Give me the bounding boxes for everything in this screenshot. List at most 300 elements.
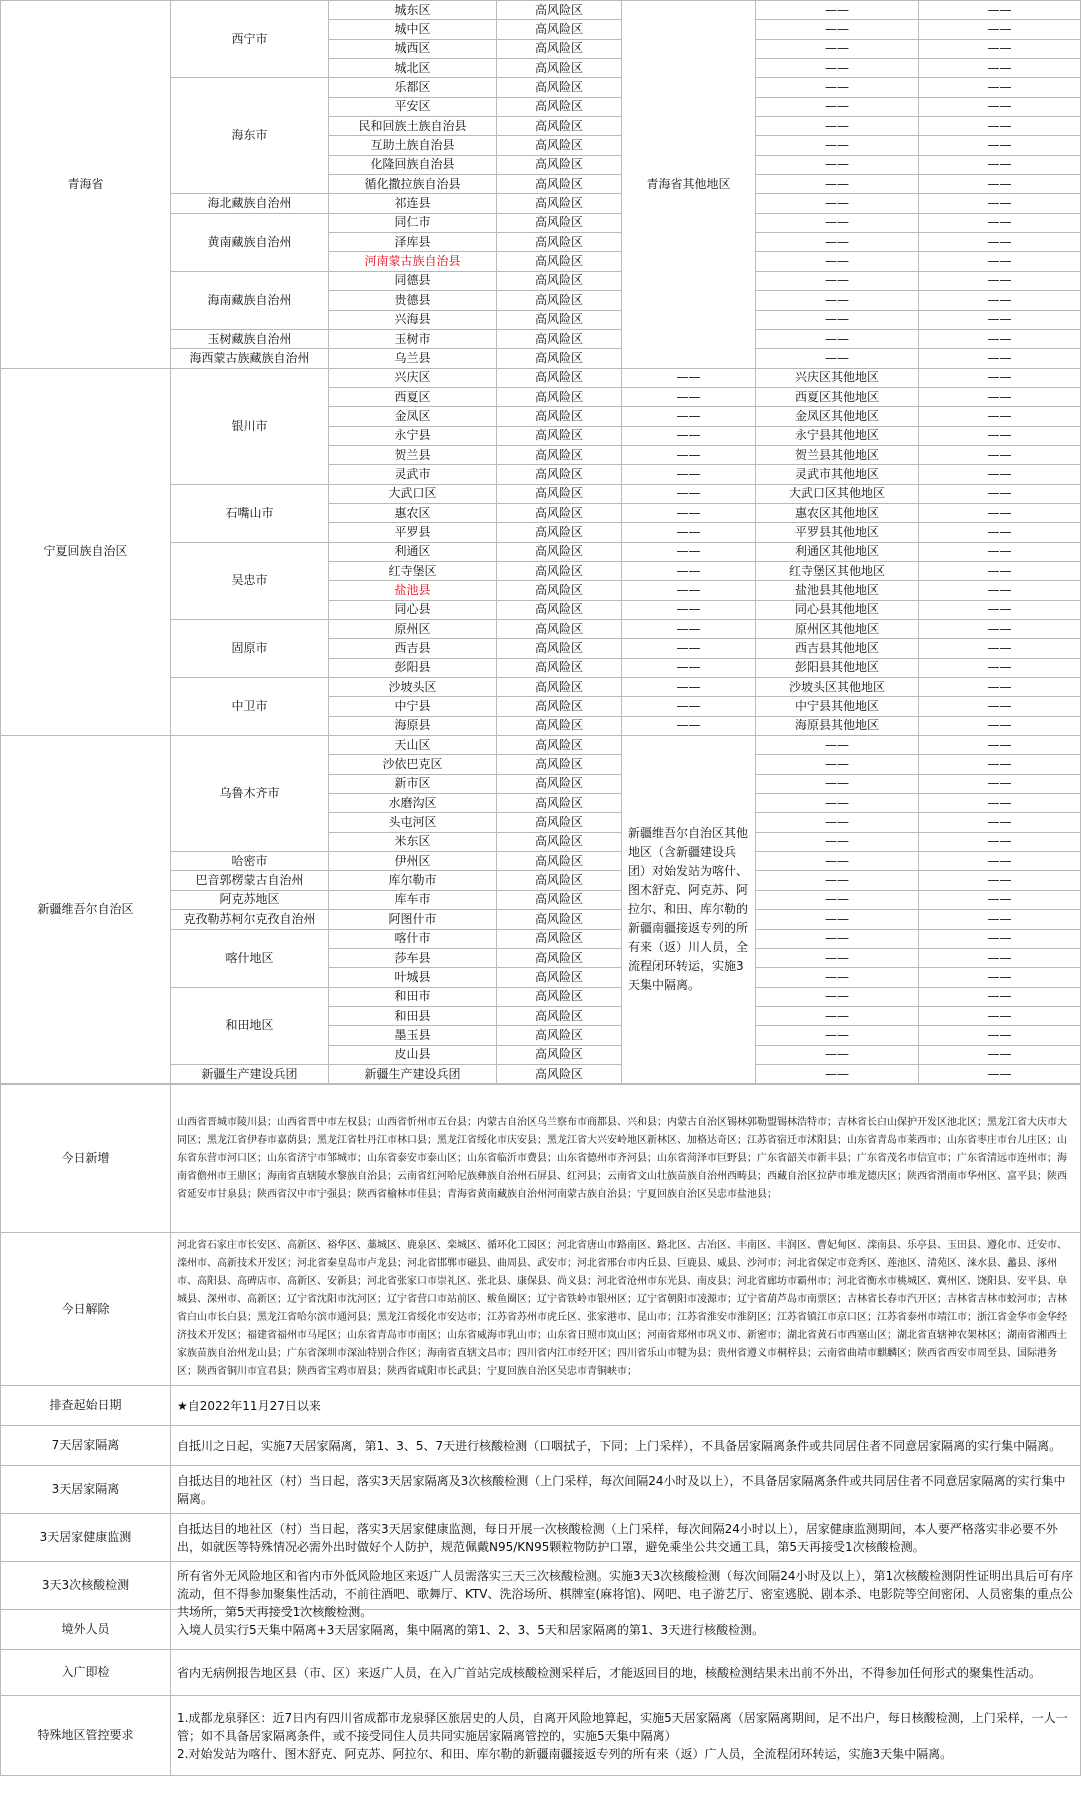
city-cell: 海北藏族自治州 (171, 194, 329, 213)
dash-cell: —— (756, 968, 919, 987)
dash-cell: —— (622, 600, 756, 619)
district-cell: 金凤区 (329, 407, 497, 426)
dash-cell: —— (919, 59, 1081, 78)
district-cell: 同德县 (329, 271, 497, 290)
dash-cell: —— (919, 736, 1081, 755)
dash-cell: —— (622, 407, 756, 426)
dash-cell: —— (919, 620, 1081, 639)
district-cell: 新市区 (329, 774, 497, 793)
dash-cell: —— (919, 600, 1081, 619)
policy-text: ★自2022年11月27日以来 (171, 1386, 1081, 1426)
dash-cell: —— (919, 561, 1081, 580)
risk-level-cell: 高风险区 (497, 523, 622, 542)
risk-level-cell: 高风险区 (497, 948, 622, 967)
dash-cell: —— (919, 329, 1081, 348)
dash-cell: —— (919, 813, 1081, 832)
risk-level-cell: 高风险区 (497, 774, 622, 793)
district-cell: 化隆回族自治县 (329, 155, 497, 174)
district-cell: 库尔勒市 (329, 871, 497, 890)
risk-level-cell: 高风险区 (497, 1064, 622, 1083)
district-cell: 平安区 (329, 97, 497, 116)
district-cell: 西夏区 (329, 387, 497, 406)
district-cell: 和田市 (329, 987, 497, 1006)
dash-cell: —— (919, 252, 1081, 271)
district-cell: 城西区 (329, 39, 497, 58)
other-area-cell: 利通区其他地区 (756, 542, 919, 561)
dash-cell: —— (622, 561, 756, 580)
policy-label: 入广即检 (1, 1650, 171, 1696)
district-cell: 海原县 (329, 716, 497, 735)
other-area-cell: 大武口区其他地区 (756, 484, 919, 503)
district-cell: 永宁县 (329, 426, 497, 445)
dash-cell: —— (756, 155, 919, 174)
risk-level-cell: 高风险区 (497, 968, 622, 987)
city-cell: 哈密市 (171, 852, 329, 871)
dash-cell: —— (756, 813, 919, 832)
dash-cell: —— (919, 1026, 1081, 1045)
dash-cell: —— (756, 233, 919, 252)
risk-level-cell: 高风险区 (497, 736, 622, 755)
policy-label: 特殊地区管控要求 (1, 1696, 171, 1776)
other-area-cell: 盐池县其他地区 (756, 581, 919, 600)
policy-text-clip: 所有省外无风险地区和省内市外低风险地区来返广人员需落实三天三次核酸检测。实施3天3次核酸检测（每次间隔24小时及以上），第1次核酸检测阴性证明出具后可有序流动，但不得参加聚集性活动，不前往酒吧、歌舞厅、KTV、洗浴场所、棋牌室(麻将馆)、网吧、电子游艺厅、密室逃脱、剧本杀、电影院等空间密闭、人员密集的重点公共场所，第5天再接受1次核酸检测。 (177, 1568, 1074, 1619)
dash-cell: —— (919, 852, 1081, 871)
risk-level-cell: 高风险区 (497, 310, 622, 329)
other-area-cell: 金凤区其他地区 (756, 407, 919, 426)
dash-cell: —— (756, 213, 919, 232)
risk-level-cell: 高风险区 (497, 755, 622, 774)
risk-level-cell: 高风险区 (497, 39, 622, 58)
dash-cell: —— (919, 1, 1081, 20)
dash-cell: —— (919, 755, 1081, 774)
other-area-cell: 彭阳县其他地区 (756, 658, 919, 677)
dash-cell: —— (756, 929, 919, 948)
policy-table (0, 1084, 1081, 1776)
dash-cell: —— (756, 774, 919, 793)
city-cell: 喀什地区 (171, 929, 329, 987)
dash-cell: —— (919, 1064, 1081, 1083)
risk-level-cell: 高风险区 (497, 658, 622, 677)
dash-cell: —— (756, 1045, 919, 1064)
risk-level-cell: 高风险区 (497, 271, 622, 290)
risk-level-cell: 高风险区 (497, 78, 622, 97)
risk-level-cell: 高风险区 (497, 349, 622, 368)
dash-cell: —— (919, 658, 1081, 677)
today-new-row (1, 1085, 1081, 1233)
dash-cell: —— (756, 194, 919, 213)
policy-row (1, 1426, 1081, 1466)
table-row (1, 1, 1081, 20)
district-cell: 西吉县 (329, 639, 497, 658)
other-area-cell: 中宁县其他地区 (756, 697, 919, 716)
other-area-cell: 西吉县其他地区 (756, 639, 919, 658)
other-area-cell: 原州区其他地区 (756, 620, 919, 639)
dash-cell: —— (756, 252, 919, 271)
dash-cell: —— (622, 426, 756, 445)
district-cell: 天山区 (329, 736, 497, 755)
dash-cell: —— (919, 97, 1081, 116)
other-area-merged-cell: 青海省其他地区 (622, 1, 756, 369)
district-cell: 盐池县 (329, 581, 497, 600)
dash-cell: —— (756, 1026, 919, 1045)
district-cell: 大武口区 (329, 484, 497, 503)
city-cell: 固原市 (171, 620, 329, 678)
dash-cell: —— (919, 117, 1081, 136)
dash-cell: —— (622, 445, 756, 464)
dash-cell: —— (919, 716, 1081, 735)
dash-cell: —— (622, 503, 756, 522)
dash-cell: —— (919, 774, 1081, 793)
dash-cell: —— (756, 117, 919, 136)
dash-cell: —— (622, 484, 756, 503)
dash-cell: —— (622, 523, 756, 542)
district-cell: 叶城县 (329, 968, 497, 987)
policy-row (1, 1562, 1081, 1610)
dash-cell: —— (919, 155, 1081, 174)
dash-cell: —— (756, 1006, 919, 1025)
district-cell: 墨玉县 (329, 1026, 497, 1045)
risk-level-cell: 高风险区 (497, 1, 622, 20)
policy-row (1, 1466, 1081, 1514)
district-cell: 沙依巴克区 (329, 755, 497, 774)
risk-level-cell: 高风险区 (497, 291, 622, 310)
risk-level-cell: 高风险区 (497, 213, 622, 232)
city-cell: 新疆生产建设兵团 (171, 1064, 329, 1083)
dash-cell: —— (756, 948, 919, 967)
city-cell: 阿克苏地区 (171, 890, 329, 909)
today-new-text: 山西省晋城市陵川县；山西省晋中市左权县；山西省忻州市五台县；内蒙古自治区乌兰察布市商都县、兴和县；内蒙古自治区锡林郭勒盟锡林浩特市；吉林省长白山保护开发区池北区；黑龙江省大庆市大同区；黑龙江省伊春市嘉荫县；黑龙江省牡丹江市林口县；黑龙江省绥化市庆安县；黑龙江省大兴安岭地区新林区、加格达奇区；江苏省宿迁市沭阳县；山东省青岛市莱西市；山东省枣庄市台儿庄区；山东省东营市河口区；山东省济宁市邹城市；山东省泰安市泰山区；山东省临沂市费县；山东省德州市齐河县；山东省菏泽市巨野县；广东省韶关市新丰县；广东省茂名市信宜市；广东省清远市连州市；海南省儋州市王鼎区；海南省直辖陵水黎族自治县；云南省红河哈尼族彝族自治州石屏县、红河县；云南省文山壮族苗族自治州西畴县；西藏自治区拉萨市堆龙德庆区；陕西省渭南市华州区、富平县；陕西省延安市甘泉县；陕西省汉中市宁强县；陕西省榆林市佳县；青海省黄南藏族自治州河南蒙古族自治县；宁夏回族自治区吴忠市盐池县； (171, 1085, 1081, 1233)
today-lift-row (1, 1233, 1081, 1386)
dash-cell: —— (756, 910, 919, 929)
dash-cell: —— (756, 1064, 919, 1083)
dash-cell: —— (919, 678, 1081, 697)
city-cell: 和田地区 (171, 987, 329, 1064)
district-cell: 乐都区 (329, 78, 497, 97)
district-cell: 乌兰县 (329, 349, 497, 368)
dash-cell: —— (919, 445, 1081, 464)
today-new-label: 今日新增 (1, 1085, 171, 1233)
risk-level-cell: 高风险区 (497, 117, 622, 136)
district-cell: 同仁市 (329, 213, 497, 232)
dash-cell: —— (756, 59, 919, 78)
district-cell: 兴海县 (329, 310, 497, 329)
policy-label: 排查起始日期 (1, 1386, 171, 1426)
dash-cell: —— (919, 291, 1081, 310)
dash-cell: —— (756, 349, 919, 368)
dash-cell: —— (919, 213, 1081, 232)
risk-level-cell: 高风险区 (497, 852, 622, 871)
district-cell: 民和回族土族自治县 (329, 117, 497, 136)
dash-cell: —— (756, 97, 919, 116)
province-cell: 宁夏回族自治区 (1, 368, 171, 736)
district-cell: 沙坡头区 (329, 678, 497, 697)
district-cell: 灵武市 (329, 465, 497, 484)
risk-level-cell: 高风险区 (497, 697, 622, 716)
risk-level-cell: 高风险区 (497, 407, 622, 426)
province-cell: 新疆维吾尔自治区 (1, 736, 171, 1084)
district-cell: 河南蒙古族自治县 (329, 252, 497, 271)
district-cell: 循化撒拉族自治县 (329, 175, 497, 194)
risk-level-cell: 高风险区 (497, 445, 622, 464)
risk-level-cell: 高风险区 (497, 1045, 622, 1064)
district-cell: 同心县 (329, 600, 497, 619)
dash-cell: —— (622, 697, 756, 716)
district-cell: 阿图什市 (329, 910, 497, 929)
risk-level-cell: 高风险区 (497, 59, 622, 78)
risk-level-cell: 高风险区 (497, 813, 622, 832)
dash-cell: —— (919, 968, 1081, 987)
risk-level-cell: 高风险区 (497, 503, 622, 522)
city-cell: 海南藏族自治州 (171, 271, 329, 329)
dash-cell: —— (919, 1006, 1081, 1025)
dash-cell: —— (919, 407, 1081, 426)
risk-level-cell: 高风险区 (497, 465, 622, 484)
dash-cell: —— (919, 523, 1081, 542)
risk-level-cell: 高风险区 (497, 233, 622, 252)
policy-row (1, 1610, 1081, 1650)
city-cell: 海西蒙古族藏族自治州 (171, 349, 329, 368)
district-cell: 头屯河区 (329, 813, 497, 832)
dash-cell: —— (919, 890, 1081, 909)
risk-level-cell: 高风险区 (497, 426, 622, 445)
district-cell: 和田县 (329, 1006, 497, 1025)
district-cell: 平罗县 (329, 523, 497, 542)
policy-row (1, 1696, 1081, 1776)
dash-cell: —— (919, 465, 1081, 484)
district-cell: 泽库县 (329, 233, 497, 252)
policy-text: 省内无病例报告地区县（市、区）来返广人员，在入广首站完成核酸检测采样后，才能返回目的地，核酸检测结果未出前不外出，不得参加任何形式的聚集性活动。 (171, 1650, 1081, 1696)
district-cell: 喀什市 (329, 929, 497, 948)
city-cell: 石嘴山市 (171, 484, 329, 542)
policy-text-line: 2.对始发站为喀什、图木舒克、阿克苏、阿拉尔、和田、库尔勒的新疆南疆接返专列的所有来（返）广人员，全流程闭环转运，实施3天集中隔离。 (177, 1746, 953, 1761)
district-cell: 城中区 (329, 20, 497, 39)
district-cell: 莎车县 (329, 948, 497, 967)
city-cell: 中卫市 (171, 678, 329, 736)
policy-text: 入境人员实行5天集中隔离+3天居家隔离，集中隔离的第1、2、3、5天和居家隔离的第1、3天进行核酸检测。 (171, 1610, 1081, 1650)
risk-level-cell: 高风险区 (497, 832, 622, 851)
dash-cell: —— (756, 852, 919, 871)
dash-cell: —— (622, 639, 756, 658)
other-area-cell: 同心县其他地区 (756, 600, 919, 619)
risk-level-cell: 高风险区 (497, 871, 622, 890)
dash-cell: —— (919, 194, 1081, 213)
policy-label: 3天居家隔离 (1, 1466, 171, 1514)
dash-cell: —— (919, 426, 1081, 445)
dash-cell: —— (756, 794, 919, 813)
table-row (1, 368, 1081, 387)
city-cell: 巴音郭楞蒙古自治州 (171, 871, 329, 890)
other-area-cell: 平罗县其他地区 (756, 523, 919, 542)
policy-text (171, 1696, 1081, 1776)
dash-cell: —— (919, 581, 1081, 600)
district-cell: 中宁县 (329, 697, 497, 716)
risk-level-cell: 高风险区 (497, 542, 622, 561)
dash-cell: —— (622, 678, 756, 697)
risk-level-cell: 高风险区 (497, 716, 622, 735)
district-cell: 新疆生产建设兵团 (329, 1064, 497, 1083)
dash-cell: —— (919, 910, 1081, 929)
risk-level-cell: 高风险区 (497, 794, 622, 813)
dash-cell: —— (622, 368, 756, 387)
dash-cell: —— (919, 871, 1081, 890)
dash-cell: —— (919, 987, 1081, 1006)
dash-cell: —— (756, 136, 919, 155)
policy-label: 境外人员 (1, 1610, 171, 1650)
risk-level-cell: 高风险区 (497, 20, 622, 39)
city-cell: 银川市 (171, 368, 329, 484)
risk-level-cell: 高风险区 (497, 639, 622, 658)
policy-row (1, 1514, 1081, 1562)
district-cell: 贵德县 (329, 291, 497, 310)
dash-cell: —— (919, 639, 1081, 658)
dash-cell: —— (756, 832, 919, 851)
other-area-cell: 惠农区其他地区 (756, 503, 919, 522)
dash-cell: —— (622, 620, 756, 639)
risk-level-cell: 高风险区 (497, 890, 622, 909)
other-area-cell: 兴庆区其他地区 (756, 368, 919, 387)
dash-cell: —— (756, 291, 919, 310)
risk-level-cell: 高风险区 (497, 929, 622, 948)
policy-label: 3天3次核酸检测 (1, 1562, 171, 1610)
risk-level-cell: 高风险区 (497, 97, 622, 116)
district-cell: 城东区 (329, 1, 497, 20)
district-cell: 原州区 (329, 620, 497, 639)
risk-level-cell: 高风险区 (497, 678, 622, 697)
other-area-cell: 灵武市其他地区 (756, 465, 919, 484)
dash-cell: —— (919, 832, 1081, 851)
dash-cell: —— (919, 20, 1081, 39)
dash-cell: —— (919, 310, 1081, 329)
other-area-cell: 红寺堡区其他地区 (756, 561, 919, 580)
policy-text: 自抵川之日起，实施7天居家隔离，第1、3、5、7天进行核酸检测（口咽拭子，下同；上门采样），不具备居家隔离条件或共同居住者不同意居家隔离的实行集中隔离。 (171, 1426, 1081, 1466)
dash-cell: —— (919, 271, 1081, 290)
dash-cell: —— (919, 484, 1081, 503)
risk-level-cell: 高风险区 (497, 620, 622, 639)
city-cell: 吴忠市 (171, 542, 329, 619)
risk-level-cell: 高风险区 (497, 252, 622, 271)
district-cell: 伊州区 (329, 852, 497, 871)
dash-cell: —— (622, 387, 756, 406)
district-cell: 兴庆区 (329, 368, 497, 387)
dash-cell: —— (919, 542, 1081, 561)
policy-row (1, 1650, 1081, 1696)
district-cell: 皮山县 (329, 1045, 497, 1064)
city-cell: 克孜勒苏柯尔克孜自治州 (171, 910, 329, 929)
dash-cell: —— (919, 349, 1081, 368)
today-lift-text: 河北省石家庄市长安区、高新区、裕华区、藁城区、鹿泉区、栾城区、循环化工园区；河北省唐山市路南区、路北区、古冶区、丰南区、丰润区、曹妃甸区、滦南县、乐亭县、玉田县、遵化市、迁安市、滦州市、高新技术开发区；河北省秦皇岛市卢龙县；河北省邯郸市磁县、曲周县、武安市；河北省邢台市内丘县、巨鹿县、威县、沙河市；河北省保定市竞秀区、莲池区、清苑区、涞水县、蠡县、涿州市、高阳县、高碑店市、高新区、安新县；河北省张家口市崇礼区、张北县、康保县、尚义县；河北省沧州市东光县、南皮县；河北省廊坊市霸州市；河北省衡水市桃城区、冀州区、饶阳县、安平县、阜城县、深州市、高新区；辽宁省沈阳市沈河区；辽宁省营口市站前区、鲅鱼圈区；辽宁省铁岭市银州区；辽宁省朝阳市凌源市；辽宁省葫芦岛市南票区；吉林省长春市汽开区；吉林省吉林市蛟河市；吉林省白山市长白县；黑龙江省哈尔滨市通河县；黑龙江省绥化市安达市；江苏省苏州市虎丘区、张家港市、昆山市；江苏省淮安市淮阴区；江苏省镇江市京口区；江苏省泰州市靖江市；浙江省金华市金华经济技术开发区；福建省福州市马尾区；山东省青岛市市南区；山东省威海市乳山市；山东省日照市岚山区；河南省郑州市巩义市、新密市；湖北省黄石市西塞山区；湖北省直辖神农架林区；湖南省湘西土家族苗族自治州龙山县；广东省深圳市深汕特别合作区；海南省直辖文昌市；四川省内江市经开区；四川省乐山市犍为县；贵州省遵义市桐梓县；云南省曲靖市麒麟区；陕西省西安市周至县、国际港务区；陕西省铜川市宜君县；陕西省宝鸡市眉县；陕西省咸阳市长武县；宁夏回族自治区吴忠市青铜峡市； (171, 1233, 1081, 1386)
dash-cell: —— (756, 987, 919, 1006)
other-area-cell: 贺兰县其他地区 (756, 445, 919, 464)
district-cell: 水磨沟区 (329, 794, 497, 813)
dash-cell: —— (622, 542, 756, 561)
dash-cell: —— (919, 503, 1081, 522)
risk-level-cell: 高风险区 (497, 1026, 622, 1045)
risk-level-cell: 高风险区 (497, 581, 622, 600)
table-row (1, 736, 1081, 755)
policy-row (1, 1386, 1081, 1426)
district-cell: 玉树市 (329, 329, 497, 348)
district-cell: 米东区 (329, 832, 497, 851)
dash-cell: —— (756, 1, 919, 20)
dash-cell: —— (756, 755, 919, 774)
district-cell: 互助土族自治县 (329, 136, 497, 155)
city-cell: 海东市 (171, 78, 329, 194)
district-cell: 祁连县 (329, 194, 497, 213)
district-cell: 彭阳县 (329, 658, 497, 677)
dash-cell: —— (756, 736, 919, 755)
dash-cell: —— (756, 175, 919, 194)
district-cell: 利通区 (329, 542, 497, 561)
risk-level-cell: 高风险区 (497, 155, 622, 174)
dash-cell: —— (919, 78, 1081, 97)
risk-level-cell: 高风险区 (497, 910, 622, 929)
dash-cell: —— (919, 39, 1081, 58)
city-cell: 玉树藏族自治州 (171, 329, 329, 348)
other-area-cell: 西夏区其他地区 (756, 387, 919, 406)
risk-level-cell: 高风险区 (497, 175, 622, 194)
policy-text: 自抵达目的地社区（村）当日起，落实3天居家健康监测，每日开展一次核酸检测（上门采样，每次间隔24小时以上），居家健康监测期间，本人要严格落实非必要不外出，如就医等特殊情况必需外出时做好个人防护，规范佩戴N95/KN95颗粒物防护口罩，避免乘坐公共交通工具，第5天再接受1次核酸检测。 (171, 1514, 1081, 1562)
dash-cell: —— (919, 948, 1081, 967)
policy-text (171, 1562, 1081, 1619)
other-area-merged-cell: 新疆维吾尔自治区其他地区（含新疆建设兵团）对始发站为喀什、图木舒克、阿克苏、阿拉尔、和田、库尔勒的新疆南疆接返专列的所有来（返）川人员，全流程闭环转运，实施3天集中隔离。 (622, 736, 756, 1084)
district-cell: 城北区 (329, 59, 497, 78)
risk-level-cell: 高风险区 (497, 987, 622, 1006)
risk-level-cell: 高风险区 (497, 387, 622, 406)
dash-cell: —— (756, 310, 919, 329)
dash-cell: —— (919, 387, 1081, 406)
policy-label: 7天居家隔离 (1, 1426, 171, 1466)
policy-text: 自抵达目的地社区（村）当日起，落实3天居家隔离及3次核酸检测（上门采样，每次间隔24小时及以上），不具备居家隔离条件或共同居住者不同意居家隔离的实行集中隔离。 (171, 1466, 1081, 1514)
risk-level-cell: 高风险区 (497, 561, 622, 580)
policy-label: 3天居家健康监测 (1, 1514, 171, 1562)
risk-level-cell: 高风险区 (497, 368, 622, 387)
other-area-cell: 沙坡头区其他地区 (756, 678, 919, 697)
risk-level-cell: 高风险区 (497, 1006, 622, 1025)
dash-cell: —— (919, 175, 1081, 194)
dash-cell: —— (622, 581, 756, 600)
dash-cell: —— (756, 871, 919, 890)
dash-cell: —— (756, 20, 919, 39)
dash-cell: —— (622, 716, 756, 735)
today-lift-label: 今日解除 (1, 1233, 171, 1386)
risk-level-cell: 高风险区 (497, 136, 622, 155)
risk-level-cell: 高风险区 (497, 600, 622, 619)
dash-cell: —— (919, 697, 1081, 716)
dash-cell: —— (919, 1045, 1081, 1064)
dash-cell: —— (919, 233, 1081, 252)
district-cell: 惠农区 (329, 503, 497, 522)
dash-cell: —— (756, 78, 919, 97)
dash-cell: —— (622, 658, 756, 677)
district-cell: 贺兰县 (329, 445, 497, 464)
dash-cell: —— (756, 890, 919, 909)
risk-level-cell: 高风险区 (497, 194, 622, 213)
city-cell: 黄南藏族自治州 (171, 213, 329, 271)
dash-cell: —— (756, 271, 919, 290)
city-cell: 乌鲁木齐市 (171, 736, 329, 852)
dash-cell: —— (919, 929, 1081, 948)
other-area-cell: 海原县其他地区 (756, 716, 919, 735)
risk-level-cell: 高风险区 (497, 329, 622, 348)
dash-cell: —— (919, 136, 1081, 155)
dash-cell: —— (756, 39, 919, 58)
dash-cell: —— (622, 465, 756, 484)
policy-text-line: 1.成都龙泉驿区：近7日内有四川省成都市龙泉驿区旅居史的人员，自离开风险地算起，实施5天居家隔离（居家隔离期间，足不出户，每日核酸检测，上门采样，一人一管；如不具备居家隔离条件，或不接受同住人员共同实施居家隔离管控的，实施5天集中隔离） (177, 1710, 1068, 1743)
risk-level-cell: 高风险区 (497, 484, 622, 503)
dash-cell: —— (919, 794, 1081, 813)
city-cell: 西宁市 (171, 1, 329, 78)
dash-cell: —— (919, 368, 1081, 387)
